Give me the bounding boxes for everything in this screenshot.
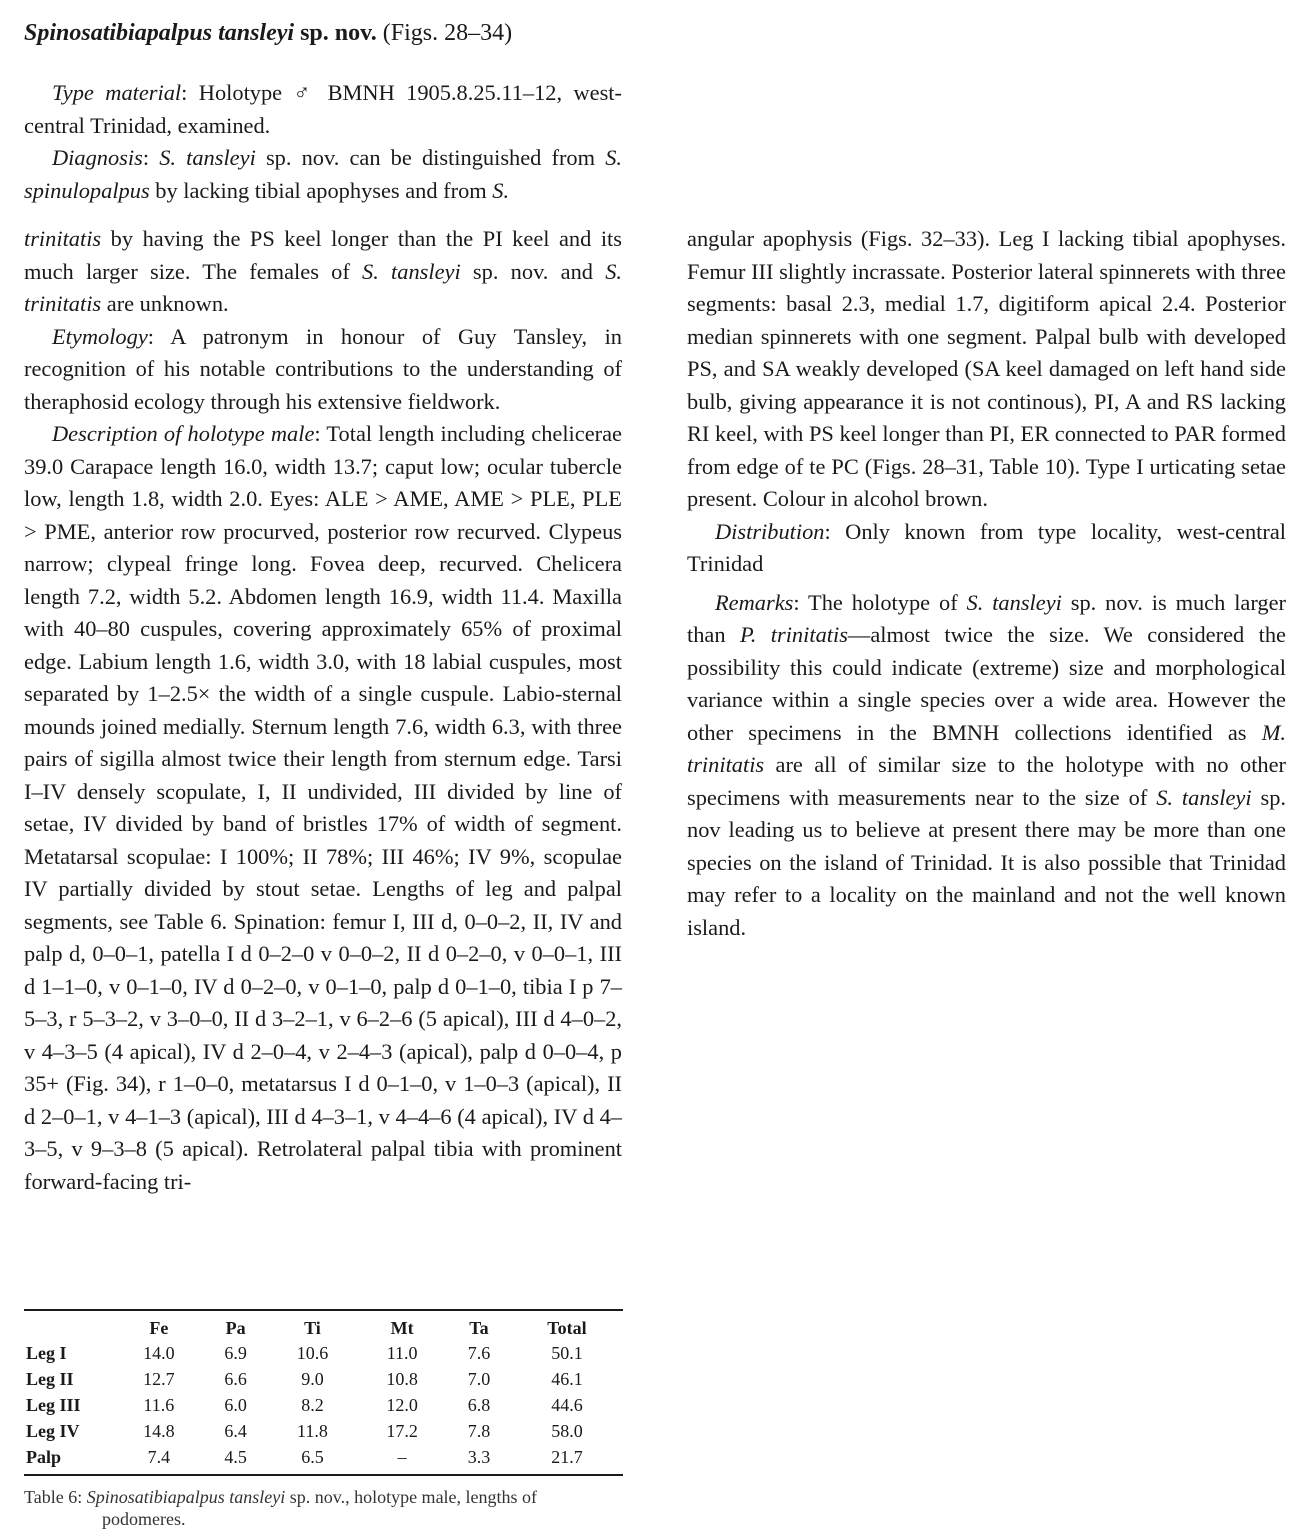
text-span: : — [142, 145, 160, 170]
column-header: Ta — [469, 1318, 489, 1338]
table-cell: 6.9 — [224, 1343, 247, 1363]
paragraph — [24, 77, 622, 142]
table-cell: 9.0 — [301, 1369, 324, 1389]
row-label: Leg II — [26, 1369, 74, 1389]
table-cell: 7.0 — [467, 1369, 491, 1389]
text-span: angular apophysis (Figs. 32–33). Leg I lacking tibial apophyses. Femur III slightly incrassate. Posterior lateral spinnerets with three segments: basal 2.3, medial 1.7, digitiform apical 2.4. Posterior median spinnerets with one segment. Palpal bulb with developed PS, and SA weakly developed (SA keel damaged on left hand side bulb, giving appearance it is not continous), PI, A and RS lacking RI keel, with PS keel longer than PI, ER connected to PAR formed from edge of te PC (Figs. 28–31, Table 10). Type I urticating setae present. Colour in alcohol brown. — [687, 226, 1286, 511]
table-cell: 8.2 — [301, 1395, 324, 1415]
table-cell: 6.4 — [224, 1421, 247, 1441]
italic-span: Etymology — [52, 323, 148, 349]
column-header — [24, 1315, 114, 1340]
italic-span: Distribution — [715, 518, 825, 544]
table-cell: 6.6 — [224, 1369, 247, 1389]
paragraph — [687, 516, 1286, 581]
table-cell: 21.7 — [551, 1447, 583, 1467]
paragraph — [24, 321, 622, 419]
paragraph — [687, 223, 1286, 516]
table-cell: 7.4 — [147, 1447, 171, 1467]
italic-span: P. trinitatis — [739, 622, 848, 647]
column-header: Pa — [225, 1318, 246, 1338]
text-span: by having the PS keel longer than the PI keel and its much larger size. The females of — [24, 226, 622, 284]
paragraph — [687, 587, 1286, 945]
table-cell: 7.8 — [467, 1421, 491, 1441]
column-header: Total — [547, 1318, 587, 1338]
table-cell: 44.6 — [551, 1395, 583, 1415]
text-span: sp. nov leading us to believe at present there may be more than one species on the island of Trinidad. It is also possible that Trinidad may refer to a locality on the mainland and not the well known island. — [687, 784, 1286, 940]
text-span: : A patronym in honour of Guy Tansley, in recognition of his notable contributions to the understanding of theraphosid ecology through his extensive fieldwork. — [24, 323, 622, 414]
table-cell: – — [397, 1447, 407, 1467]
italic-span: S. spinulopalpus — [24, 145, 622, 203]
caption-prefix: Table 6: — [24, 1487, 87, 1507]
table-cell: 14.8 — [143, 1421, 175, 1441]
row-label: Palp — [26, 1447, 62, 1467]
text-span: : The holotype of — [793, 589, 967, 615]
column-left — [24, 223, 622, 1198]
italic-span: Description of holotype male — [52, 421, 315, 446]
table-cell: 11.0 — [386, 1343, 418, 1363]
italic-span: S. tansleyi — [1156, 784, 1252, 810]
table-row — [24, 1340, 623, 1366]
text-span: by lacking tibial apophyses and from — [149, 177, 493, 203]
italic-span: S. tansleyi — [362, 258, 461, 284]
table-row — [24, 1392, 623, 1418]
heading-status: sp. nov. — [294, 20, 377, 46]
text-span: sp. nov. and — [460, 258, 606, 284]
heading-figs: (Figs. 28–34) — [376, 20, 513, 46]
table-cell: 58.0 — [551, 1421, 583, 1441]
table-cell: 14.0 — [143, 1343, 175, 1363]
paragraph — [24, 418, 622, 1198]
text-span: : Holotype ♂ BMNH 1905.8.25.11–12, west-central Trinidad, examined. — [24, 80, 622, 138]
text-span: sp. nov. is much larger than — [687, 589, 1286, 647]
caption-rest: sp. nov., holotype male, lengths of — [285, 1487, 538, 1507]
italic-span: Remarks — [715, 589, 794, 615]
table-cell: 12.7 — [143, 1369, 175, 1389]
table-cell: 4.5 — [224, 1447, 247, 1467]
table-cell: 50.1 — [551, 1343, 583, 1363]
table-cell: 6.8 — [467, 1395, 491, 1415]
table-cell: 10.8 — [386, 1369, 418, 1389]
column-right — [687, 223, 1286, 944]
caption-line-2: podomeres. — [102, 1509, 186, 1529]
column-header: Fe — [149, 1318, 169, 1338]
table-cell: 46.1 — [551, 1369, 583, 1389]
table-cell: 6.5 — [301, 1447, 324, 1467]
table-cell: 12.0 — [386, 1395, 418, 1415]
table-row — [24, 1444, 623, 1470]
row-label: Leg III — [26, 1395, 81, 1415]
row-label: Leg IV — [26, 1421, 80, 1441]
italic-span: S. — [492, 177, 510, 203]
table-caption — [24, 1486, 624, 1530]
table-cell: 7.6 — [467, 1343, 491, 1363]
italic-span: S. trinitatis — [24, 258, 622, 316]
table-row — [24, 1418, 623, 1444]
text-span: sp. nov. can be distinguished from — [255, 145, 606, 170]
italic-span: Diagnosis — [52, 145, 143, 170]
italic-span: M. trinitatis — [687, 719, 1286, 777]
italic-span: trinitatis — [24, 226, 102, 251]
table-body — [24, 1340, 623, 1470]
text-span: are all of similar size to the holotype with no other specimens with measurements near to the size of — [687, 752, 1286, 810]
text-span: —almost twice the size. We considered the possibility this could indicate (extreme) size and morphological variance within a single species over a wide area. However the other specimens in the BMNH collections identified as — [687, 622, 1286, 745]
table-cell: 17.2 — [386, 1421, 418, 1441]
paragraph — [24, 142, 622, 207]
table-cell: 10.6 — [296, 1343, 329, 1363]
text-span: : Total length including chelicerae 39.0 Carapace length 16.0, width 13.7; caput low; ocular tubercle low, length 1.8, width 2.0. Eyes: ALE > AME, AME > PLE, PLE > PME, anterior row procurved, posterior row recurved. Clypeus narrow; clypeal fringe long. Fovea deep, recurved. Chelicera length 7.2, width 5.2. Abdomen length 16.9, width 11.4. Maxilla with 40–80 cuspules, covering approximately 65% of proximal edge. Labium length 1.6, width 3.0, with 18 labial cuspules, most separated by 1–2.5× the width of a single cuspule. Labio-sternal mounds joined medially. Sternum length 7.6, width 6.3, with three pairs of sigilla almost twice their length from sternum edge. Tarsi I–IV densely scopulate, I, II undivided, III divided by line of setae, IV divided by band of bristles 17% of width of segment. Metatarsal scopulae: I 100%; II 78%; III 46%; IV 9%, scopulae IV partially divided by stout setae. Lengths of leg and palpal segments, see Table 6. Spination: femur I, III d, 0–0–2, II, IV and palp d, 0–0–1, patella I d 0–2–0 v 0–0–2, II d 0–2–0, v 0–0–1, III d 1–1–0, v 0–1–0, IV d 0–2–0, v 0–1–0, palp d 0–1–0, tibia I p 7–5–3, r 5–3–2, v 3–0–0, II d 3–2–1, v 6–2–6 (5 apical), III d 4–0–2, v 4–3–5 (4 apical), IV d 2–0–4, v 2–4–3 (apical), palp d 0–0–4, p 35+ (Fig. 34), r 1–0–0, metatarsus I d 0–1–0, v 1–0–3 (apical), II d 2–0–1, v 4–1–3 (apical), III d 4–3–1, v 4–4–6 (4 apical), IV d 4–3–5, v 9–3–8 (5 apical). Retrolateral palpal tibia with prominent forward-facing tri- — [24, 421, 622, 1194]
section-heading — [24, 14, 644, 52]
row-label: Leg I — [26, 1343, 67, 1363]
column-left-top — [24, 77, 622, 207]
italic-span: Type material — [52, 80, 182, 105]
paragraph — [24, 223, 622, 321]
column-header: Ti — [304, 1318, 321, 1338]
column-header: Mt — [390, 1318, 414, 1338]
table-cell: 3.3 — [467, 1447, 491, 1467]
italic-span: S. tansleyi — [966, 589, 1062, 615]
caption-taxon: Spinosatibiapalpus tansleyi — [86, 1487, 286, 1507]
table-cell: 11.6 — [143, 1395, 175, 1415]
text-span: are unknown. — [101, 291, 229, 316]
table-cell: 11.8 — [297, 1421, 328, 1441]
table-6 — [24, 1309, 623, 1476]
table-header-row — [24, 1315, 623, 1340]
heading-taxon: Spinosatibiapalpus tansleyi — [24, 20, 295, 46]
table-row — [24, 1366, 623, 1392]
leg-lengths-table — [24, 1315, 623, 1470]
text-span: : Only known from type locality, west-central Trinidad — [687, 518, 1286, 576]
table-cell: 6.0 — [224, 1395, 247, 1415]
italic-span: S. tansleyi — [159, 145, 256, 170]
